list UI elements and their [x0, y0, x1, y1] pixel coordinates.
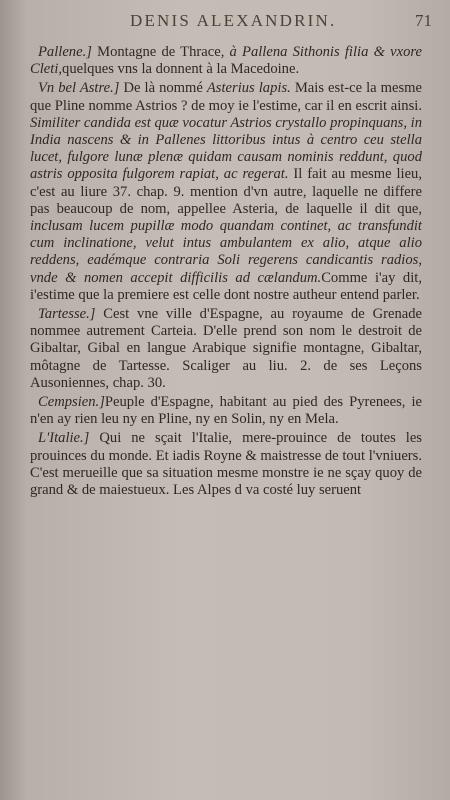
running-title: DENIS ALEXANDRIN.: [130, 11, 337, 30]
note-text: quelques vns la donnent à la Macedoine.: [62, 61, 300, 78]
note-text: Cest vne ville d'Espagne, au royaume de Grenade nommee autrement Carteia. D'elle prend son nom le destroit de Gibaltar, Gibal en langue Arabique signifie montagne, Gibaltar, môtagne de Tartesse. Scaliger au liu. 2. de ses Leçons Ausoniennes, chap. 30.: [30, 306, 422, 391]
note-cempsien: [30, 394, 422, 428]
latin-quote: à Pallena Sithonis filia & vxore Cleti,: [30, 44, 422, 78]
note-text: Il fait au mesme lieu, c'est au liure 37. chap. 9. mention d'vn autre, laquelle ne differe pas beaucoup de nom, appellee Asteria, de laquelle il dit que,: [30, 166, 422, 217]
latin-quote: Asterius lapis.: [206, 80, 291, 97]
lemma: Tartesse.]: [38, 306, 96, 323]
note-text: Mais est-ce la mesme que Pline nomme Astrios ? de moy ie l'estime, car il en escrit ainsi.: [30, 80, 423, 114]
running-head: [100, 7, 436, 37]
latin-quote: inclusam lucem pupillæ modo quandam continet, ac transfundit cum inclinatione, velut intus ambulantem ex alio, atque alio reddens, eadémque contraria Soli regerens candicantis radios, vnde & nomen accepit difficilis ad cælandum.: [30, 218, 422, 286]
note-text: Comme i'ay dit, i'estime que la premiere est celle dont nostre autheur entend parler.: [30, 269, 422, 303]
note-text: De là nommé: [119, 80, 207, 97]
note-text: Qui ne sçait l'Italie, mere-prouince de toutes les prouinces du monde. Et iadis Royne & maistresse de tout l'vniuers. C'est merueille que sa situation mesme monstre ie ne sçay quoy de grand & de maiestueux. Les Alpes d va costé luy seruent: [30, 430, 422, 499]
commentary-text: [30, 44, 422, 501]
note-pallene: [30, 44, 422, 78]
note-text: Montagne de Thrace,: [91, 44, 230, 60]
note-italie: [30, 430, 422, 499]
latin-quote: Similiter candida est quæ vocatur Astrios crystallo propinquans, in India nascens & in Pallenes littoribus intus à centro ceu stella lucet, fulgore lunæ plenæ quidam causam nominis reddunt, quod astris opposita fulgorem rapiat, ac regerat.: [30, 114, 423, 183]
note-text: Peuple d'Espagne, habitant au pied des Pyrenees, ie n'en ay rien leu ny en Pline, ny en Solin, ny en Mela.: [30, 394, 422, 428]
lemma: L'Italie.]: [38, 430, 90, 447]
note-tartesse: [30, 306, 422, 392]
page-number: 71: [415, 11, 432, 30]
note-bel-astre: [30, 80, 422, 304]
lemma: Cempsien.]: [38, 394, 105, 411]
lemma: Pallene.]: [38, 44, 92, 60]
lemma: Vn bel Astre.]: [38, 80, 120, 97]
